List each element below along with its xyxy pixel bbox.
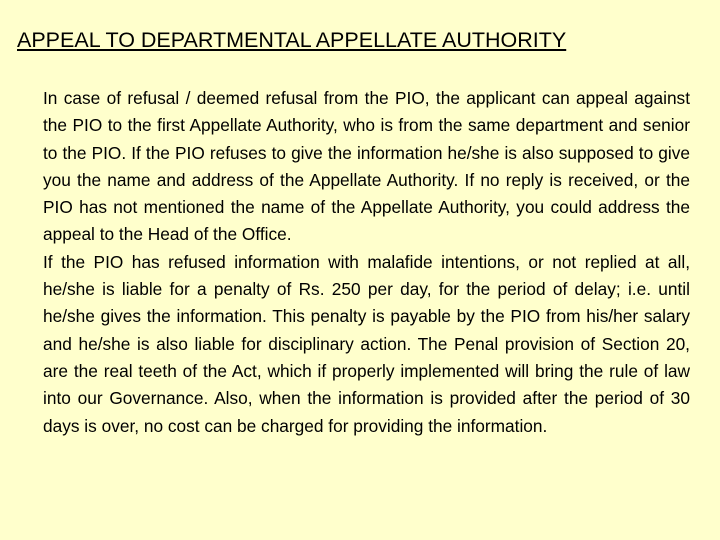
- paragraph-appeal-procedure: In case of refusal / deemed refusal from the PIO, the applicant can appeal against the PIO to the first Appellate Authority, who is from the same department and senior to the PIO. If the PIO refuses to give the information he/she is also supposed to give you the name and address of the Appellate Authority. If no reply is received, or the PIO has not mentioned the name of the Appellate Authority, you could address the appeal to the Head of the Office.: [43, 88, 690, 245]
- slide-body: [43, 85, 690, 440]
- slide-title: APPEAL TO DEPARTMENTAL APPELLATE AUTHORITY: [17, 28, 567, 52]
- paragraph-penalty-provision: If the PIO has refused information with malafide intentions, or not replied at all, he/she is liable for a penalty of Rs. 250 per day, for the period of delay; i.e. until he/she gives the information. This penalty is payable by the PIO from his/her salary and he/she is also liable for disciplinary action. The Penal provision of Section 20, are the real teeth of the Act, which if properly implemented will bring the rule of law into our Governance. Also, when the information is provided after the period of 30 days is over, no cost can be charged for providing the information.: [43, 251, 690, 436]
